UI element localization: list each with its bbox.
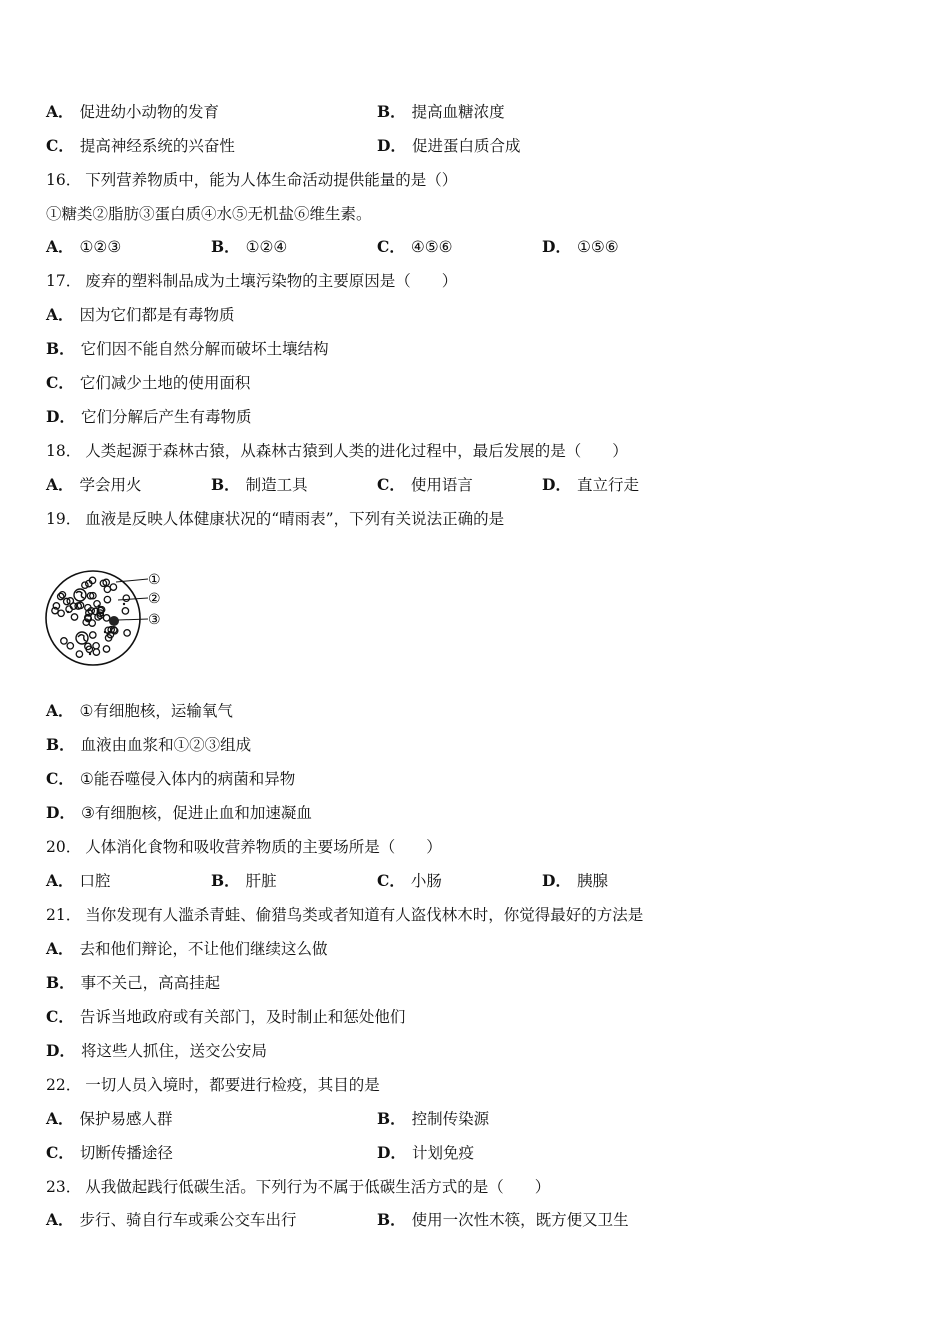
q20-option-d: D． 胰腺: [542, 871, 608, 890]
q19-option-d: D． ③有细胞核，促进止血和加速凝血: [46, 803, 312, 822]
label-1: ①: [148, 572, 161, 588]
q17-option-c: C． 它们减少土地的使用面积: [46, 373, 251, 392]
q16-option-d: D． ①⑤⑥: [542, 237, 619, 256]
q18-option-c: C． 使用语言: [377, 475, 473, 494]
q22-option-a: A． 保护易感人群: [46, 1109, 173, 1128]
q16-option-c: C． ④⑤⑥: [377, 237, 453, 256]
q21-option-c: C． 告诉当地政府或有关部门，及时制止和惩处他们: [46, 1007, 406, 1026]
q23-option-b: B． 使用一次性木筷，既方便又卫生: [377, 1210, 629, 1229]
q16-option-b: B． ①②④: [211, 237, 288, 256]
q19-option-c: C． ①能吞噬侵入体内的病菌和异物: [46, 769, 296, 788]
q23-option-a: A． 步行、骑自行车或乘公交车出行: [46, 1210, 297, 1229]
q23-stem: 23． 从我做起践行低碳生活。下列行为不属于低碳生活方式的是（ ）: [46, 1178, 551, 1196]
q15-option-a: A． 促进幼小动物的发育: [46, 102, 220, 121]
q21-option-d: D． 将这些人抓住，送交公安局: [46, 1041, 267, 1060]
q17-option-d: D． 它们分解后产生有毒物质: [46, 407, 252, 426]
blood-smear-diagram: [44, 562, 174, 674]
q18-option-a: A． 学会用火: [46, 475, 142, 494]
q18-stem: 18． 人类起源于森林古猿，从森林古猿到人类的进化过程中，最后发展的是（ ）: [46, 442, 628, 460]
q21-option-b: B． 事不关己，高高挂起: [46, 973, 221, 992]
label-2: ②: [148, 591, 161, 607]
q19-option-a: A． ①有细胞核，运输氧气: [46, 701, 233, 720]
q16-option-a: A． ①②③: [46, 237, 122, 256]
q19-stem: 19． 血液是反映人体健康状况的“晴雨表”，下列有关说法正确的是: [46, 510, 505, 528]
q16-stem: 16． 下列营养物质中，能为人体生命活动提供能量的是（）: [46, 171, 458, 189]
label-3: ③: [148, 612, 161, 628]
q21-stem: 21． 当你发现有人滥杀青蛙、偷猎鸟类或者知道有人盗伐林木时，你觉得最好的方法是: [46, 906, 644, 924]
q18-option-b: B． 制造工具: [211, 475, 308, 494]
q17-stem: 17． 废弃的塑料制品成为土壤污染物的主要原因是（ ）: [46, 272, 458, 290]
q15-option-b: B． 提高血糖浓度: [377, 102, 505, 121]
q20-stem: 20． 人体消化食物和吸收营养物质的主要场所是（ ）: [46, 838, 442, 856]
q15-option-c: C． 提高神经系统的兴奋性: [46, 136, 235, 155]
q16-list: ①糖类②脂肪③蛋白质④水⑤无机盐⑥维生素。: [46, 205, 372, 223]
q22-option-c: C． 切断传播途径: [46, 1143, 173, 1162]
q18-option-d: D． 直立行走: [542, 475, 639, 494]
q22-option-b: B． 控制传染源: [377, 1109, 490, 1128]
q22-stem: 22． 一切人员入境时，都要进行检疫，其目的是: [46, 1076, 380, 1094]
q19-option-b: B． 血液由血浆和①②③组成: [46, 735, 252, 754]
q20-option-c: C． 小肠: [377, 871, 442, 890]
q15-option-d: D． 促进蛋白质合成: [377, 136, 521, 155]
q22-option-d: D． 计划免疫: [377, 1143, 474, 1162]
q17-option-a: A． 因为它们都是有毒物质: [46, 305, 235, 324]
q20-option-b: B． 肝脏: [211, 871, 277, 890]
q17-option-b: B． 它们因不能自然分解而破坏土壤结构: [46, 339, 329, 358]
q21-option-a: A． 去和他们辩论，不让他们继续这么做: [46, 939, 328, 958]
q20-option-a: A． 口腔: [46, 871, 111, 890]
